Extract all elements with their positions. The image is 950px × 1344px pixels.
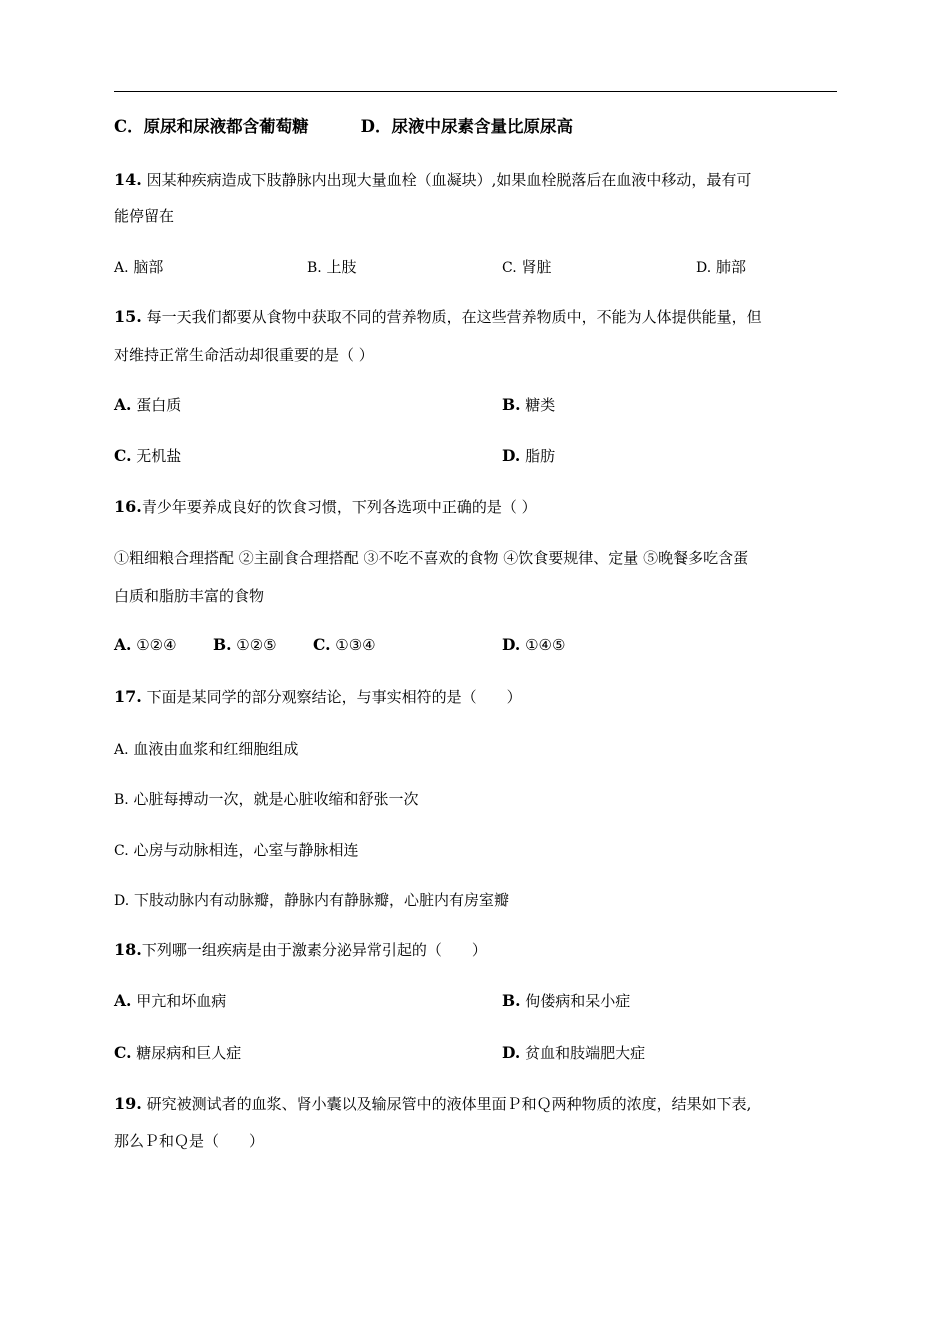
q18-stem — [114, 940, 487, 960]
q17-option-d: D. 下肢动脉内有动脉瓣，静脉内有静脉瓣，心脏内有房室瓣 — [114, 891, 509, 909]
q16-option-d: D. ①④⑤ — [502, 635, 566, 654]
q13-options — [114, 117, 573, 137]
q19-stem — [114, 1094, 751, 1114]
q14-option-a: A. 脑部 — [114, 258, 164, 276]
q18-text-line1: 下列哪一组疾病是由于激素分泌异常引起的（ ） — [141, 941, 487, 959]
q19-text-line2: 那么Ｐ和Ｑ是（ ） — [114, 1132, 265, 1150]
q17-text-line1: 下面是某同学的部分观察结论，与事实相符的是（ ） — [146, 688, 522, 706]
q18-option-b: B. 佝偻病和呆小症 — [502, 991, 631, 1010]
q15-option-d: D. 脂肪 — [502, 446, 556, 465]
q14-stem — [114, 170, 751, 190]
q18-option-d: D. 贫血和肢端肥大症 — [502, 1043, 646, 1062]
header-rule — [114, 91, 837, 92]
q16-option-a: A. ①②④ — [114, 635, 177, 654]
q15-option-b: B. 糖类 — [502, 395, 556, 414]
q16-option-b: B. ①②⑤ — [213, 635, 277, 654]
q14-text-line1: 因某种疾病造成下肢静脉内出现大量血栓（血凝块）,如果血栓脱落后在血液中移动，最有可 — [146, 171, 752, 189]
q16-number: 16. — [114, 497, 142, 516]
q15-number: 15. — [114, 307, 142, 326]
q18-option-c: C. 糖尿病和巨人症 — [114, 1043, 242, 1062]
q17-option-c: C. 心房与动脉相连，心室与静脉相连 — [114, 841, 359, 859]
q14-text-line2: 能停留在 — [114, 207, 175, 225]
q17-option-a: A. 血液由血浆和红细胞组成 — [114, 740, 299, 758]
q16-text-line3: 白质和脂肪丰富的食物 — [114, 587, 265, 605]
q17-stem — [114, 687, 522, 707]
q13-option-c: C．原尿和尿液都含葡萄糖 — [114, 117, 309, 136]
q19-number: 19. — [114, 1094, 142, 1113]
q16-text-line1: 青少年要养成良好的饮食习惯，下列各选项中正确的是（ ） — [141, 498, 537, 516]
q15-option-a: A. 蛋白质 — [114, 395, 182, 414]
q14-number: 14. — [114, 170, 142, 189]
q16-text-line2: ①粗细粮合理搭配 ②主副食合理搭配 ③不吃不喜欢的食物 ④饮食要规律、定量 ⑤晚餐多吃含蛋 — [114, 549, 749, 567]
q17-option-b: B. 心脏每搏动一次，就是心脏收缩和舒张一次 — [114, 790, 419, 808]
q13-option-d: D．尿液中尿素含量比原尿高 — [360, 117, 573, 136]
q19-text-line1: 研究被测试者的血浆、肾小囊以及输尿管中的液体里面Ｐ和Ｑ两种物质的浓度，结果如下表, — [146, 1095, 752, 1113]
q16-stem — [114, 497, 537, 517]
q14-option-d: D. 肺部 — [696, 258, 746, 276]
q15-text-line2: 对维持正常生命活动却很重要的是（ ） — [114, 346, 374, 364]
q17-number: 17. — [114, 687, 142, 706]
q14-option-b: B. 上肢 — [307, 258, 357, 276]
q16-option-c: C. ①③④ — [313, 635, 376, 654]
q18-number: 18. — [114, 940, 142, 959]
q15-option-c: C. 无机盐 — [114, 446, 182, 465]
q15-text-line1: 每一天我们都要从食物中获取不同的营养物质，在这些营养物质中，不能为人体提供能量，但 — [146, 308, 762, 326]
q15-stem — [114, 307, 762, 327]
q14-option-c: C. 肾脏 — [502, 258, 552, 276]
q18-option-a: A. 甲亢和坏血病 — [114, 991, 227, 1010]
